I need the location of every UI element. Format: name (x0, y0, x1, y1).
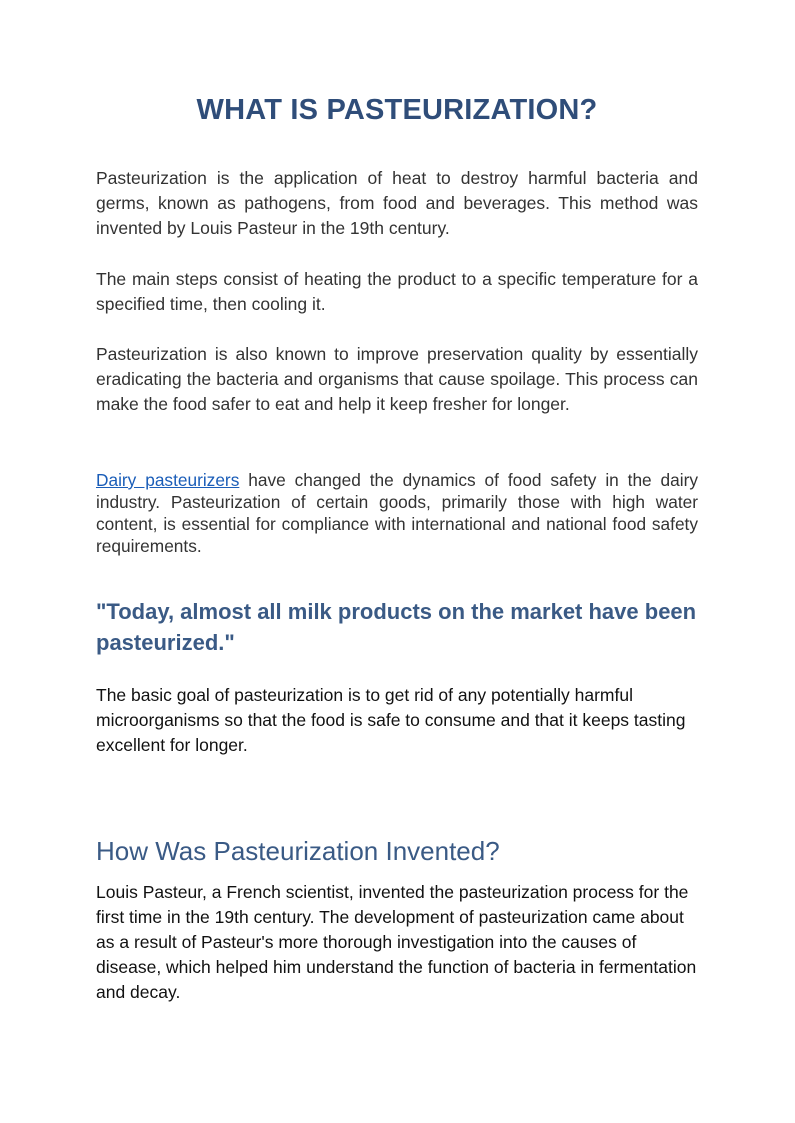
dairy-pasteurizers-link[interactable]: Dairy pasteurizers (96, 470, 240, 490)
dairy-paragraph (96, 469, 698, 557)
steps-paragraph: The main steps consist of heating the product to a specific temperature for a specified time, then cooling it. (96, 269, 698, 314)
preservation-paragraph: Pasteurization is also known to improve preservation quality by essentially eradicating the bacteria and organisms that cause spoilage. This process can make the food safer to eat and help it keep fresher for longer. (96, 344, 698, 414)
section-body: Louis Pasteur, a French scientist, invented the pasteurization process for the first time in the 19th century. The development of pasteurization came about as a result of Pasteur's more thorough investigation into the causes of disease, which helped him understand the function of bacteria in fermentation and decay. (96, 882, 697, 1002)
pull-quote: "Today, almost all milk products on the market have been pasteurized." (96, 599, 697, 655)
goal-paragraph: The basic goal of pasteurization is to get rid of any potentially harmful microorganisms so that the food is safe to consume and that it keeps tasting excellent for longer. (96, 685, 686, 755)
dairy-paragraph-text: have changed the dynamics of food safety in the dairy industry. Pasteurization of certain goods, primarily those with high water content, is essential for compliance with international and national food safety requirements. (96, 470, 698, 556)
section-heading: How Was Pasteurization Invented? (96, 836, 500, 866)
page-title: WHAT IS PASTEURIZATION? (196, 94, 598, 126)
intro-paragraph: Pasteurization is the application of heat to destroy harmful bacteria and germs, known as pathogens, from food and beverages. This method was invented by Louis Pasteur in the 19th century. (96, 168, 698, 238)
